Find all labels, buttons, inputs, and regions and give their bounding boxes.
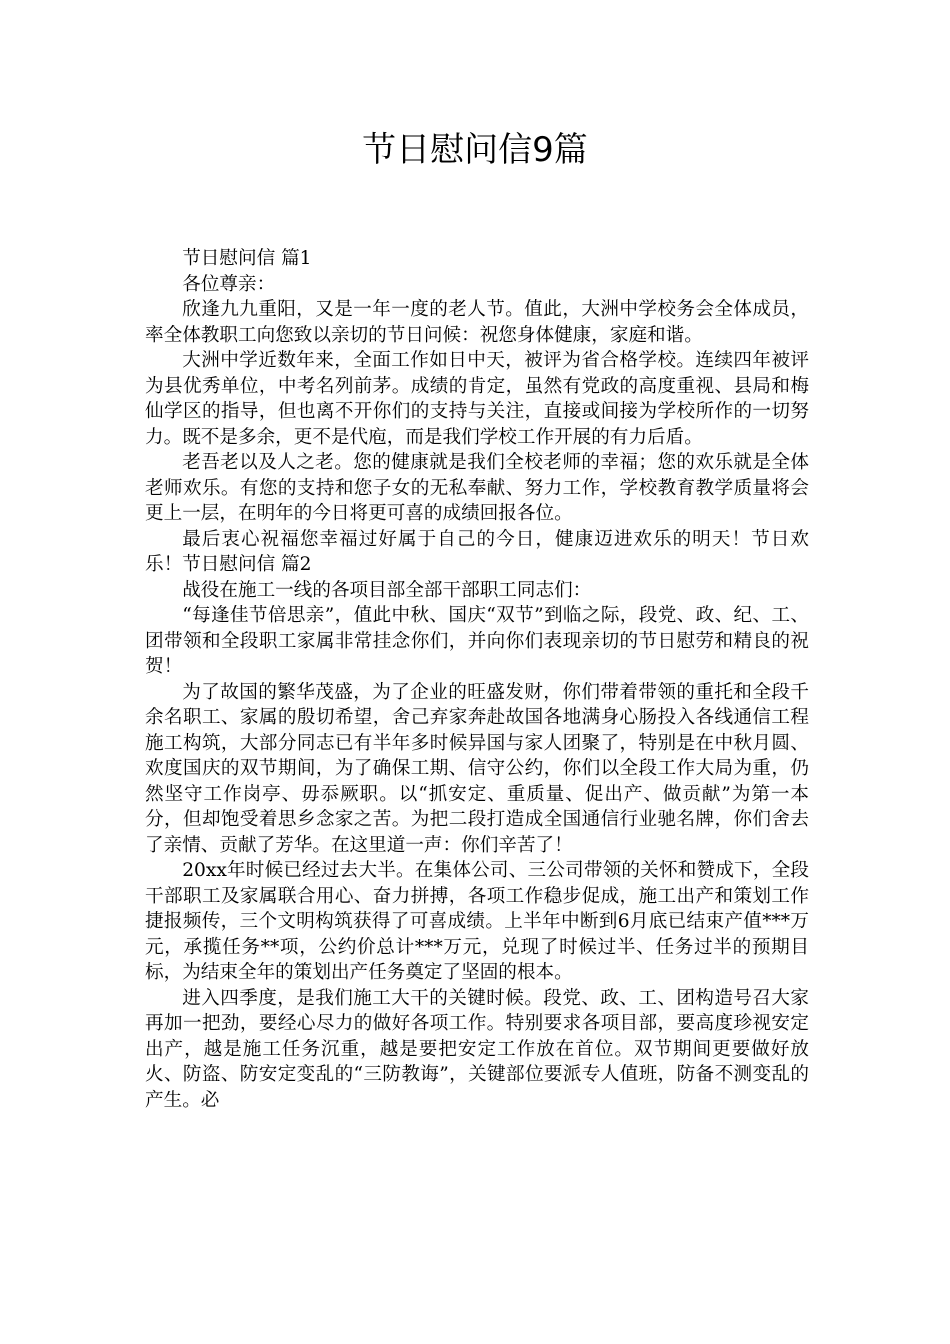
body-paragraph: 20xx年时候已经过去大半。在集体公司、三公司带领的关怀和赞成下，全段干部职工及家属联合用心、奋力拼搏，各项工作稳步促成，施工出产和策划工作捷报频传，三个文明构筑获得了可喜成绩。上半年中断到6月底已结束产值***万元，承揽任务**项，公约价总计***万元，兑现了时候过半、任务过半的预期目标，为结束全年的策划出产任务奠定了坚固的根本。 [145, 860, 809, 983]
section-heading: 节日慰问信 篇1 [182, 248, 312, 269]
document-body [145, 246, 809, 1113]
body-paragraph: 进入四季度，是我们施工大干的关键时候。段党、政、工、团构造号召大家再加一把劲，要经心尽力的做好各项工作。特别要求各项目部，要高度珍视安定出产，越是施工任务沉重，越是要把安定工作放在首位。双节期间更要做好放火、防盗、防安定变乱的“三防教诲”，关键部位要派专人值班，防备不测变乱的产生。必 [145, 987, 809, 1111]
body-paragraph: 为了故国的繁华茂盛，为了企业的旺盛发财，你们带着带领的重托和全段千余名职工、家属的殷切希望，舍己弃家奔赴故国各地满身心肠投入各线通信工程施工构筑，大部分同志已有半年多时候异国与家人团聚了，特别是在中秋月圆、欢度国庆的双节期间，为了确保工期、信守公约，你们以全段工作大局为重，仍然坚守工作岗亭、毋忝厥职。以“抓安定、重质量、促出产、做贡献”为第一本分，但却饱受着思乡念家之苦。为把二段打造成全国通信行业驰名牌，你们舍去了亲情、贡献了芳华。在这里道一声：你们辛苦了！ [145, 681, 809, 856]
body-paragraph: 欣逢九九重阳，又是一年一度的老人节。值此，大洲中学校务会全体成员，率全体教职工向您致以亲切的节日问候：祝您身体健康，家庭和谐。 [145, 299, 809, 346]
body-paragraph: 最后衷心祝福您幸福过好属于自己的今日，健康迈进欢乐的明天！节日欢乐！节日慰问信 篇2 [145, 528, 809, 575]
salutation: 各位尊亲： [182, 273, 276, 295]
body-paragraph: “每逢佳节倍思亲”，值此中秋、国庆“双节”到临之际，段党、政、纪、工、团带领和全段职工家属非常挂念你们，并向你们表现亲切的节日慰劳和精良的祝贺！ [145, 605, 809, 677]
salutation: 战役在施工一线的各项目部全部干部职工同志们： [182, 579, 592, 601]
body-paragraph: 大洲中学近数年来，全面工作如日中天，被评为省合格学校。连续四年被评为县优秀单位，中考名列前茅。成绩的肯定，虽然有党政的高度重视、县局和梅仙学区的指导，但也离不开你们的支持与关注，直接或间接为学校所作的一切努力。既不是多余，更不是代庖，而是我们学校工作开展的有力后盾。 [145, 350, 809, 448]
document-title: 节日慰问信9篇 [362, 130, 588, 170]
body-paragraph: 老吾老以及人之老。您的健康就是我们全校老师的幸福；您的欢乐就是全体老师欢乐。有您的支持和您子女的无私奉献、努力工作，学校教育教学质量将会更上一层，在明年的今日将更可喜的成绩回报各位。 [145, 452, 809, 524]
